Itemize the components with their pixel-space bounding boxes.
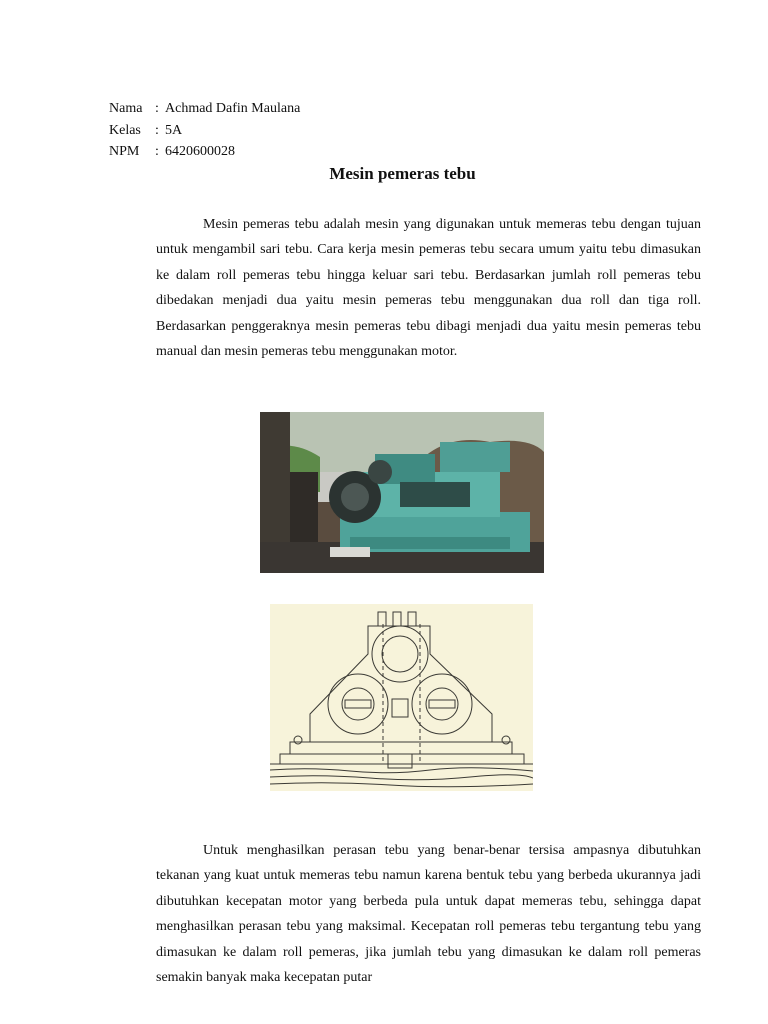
paragraph-explanation-text: Untuk menghasilkan perasan tebu yang benar-benar tersisa ampasnya dibutuhkan tekanan yang kuat untuk memeras tebu namun karena bentuk tebu yang berbeda ukurannya jadi dibutuhkan kecepatan motor yang berbeda pula untuk dapat memeras tebu, sehingga dapat menghasilkan perasan tebu yang maksimal. Kecepatan roll pemeras tebu tergantung tebu yang dimasukan ke dalam roll pemeras, jika jumlah tebu yang dimasukan ke dalam roll pemeras semakin banyak maka kecepatan putar: [156, 843, 701, 986]
npm-label: NPM: [109, 144, 140, 159]
student-info: [109, 98, 300, 163]
npm-row: [109, 141, 300, 163]
roller-drawing-image: [270, 604, 533, 791]
kelas-label: Kelas: [109, 122, 141, 138]
npm-separator: :: [155, 144, 159, 159]
kelas-row: [109, 120, 300, 142]
roller-drawing: [270, 604, 533, 791]
paragraph-explanation: [156, 838, 701, 990]
paragraph-intro-text: Mesin pemeras tebu adalah mesin yang digunakan untuk memeras tebu dengan tujuan untuk mengambil sari tebu. Cara kerja mesin pemeras tebu secara umum yaitu tebu dimasukan ke dalam roll pemeras tebu hingga keluar sari tebu. Berdasarkan jumlah roll pemeras tebu dibedakan menjadi dua yaitu mesin pemeras tebu menggunakan dua roll dan tiga roll. Berdasarkan penggeraknya mesin pemeras tebu dibagi menjadi dua yaitu mesin pemeras tebu manual dan mesin pemeras tebu menggunakan motor.: [156, 217, 701, 360]
paragraph-intro: [156, 212, 701, 364]
nama-row: [109, 98, 300, 120]
npm-value: 6420600028: [165, 144, 235, 159]
kelas-value: 5A: [165, 122, 183, 138]
nama-separator: :: [155, 101, 159, 116]
machine-photo-image: [260, 412, 544, 573]
nama-label: Nama: [109, 101, 143, 116]
kelas-separator: :: [155, 122, 159, 138]
machine-photo: [260, 412, 544, 573]
page-title: Mesin pemeras tebu: [329, 164, 476, 183]
nama-value: Achmad Dafin Maulana: [165, 101, 301, 116]
